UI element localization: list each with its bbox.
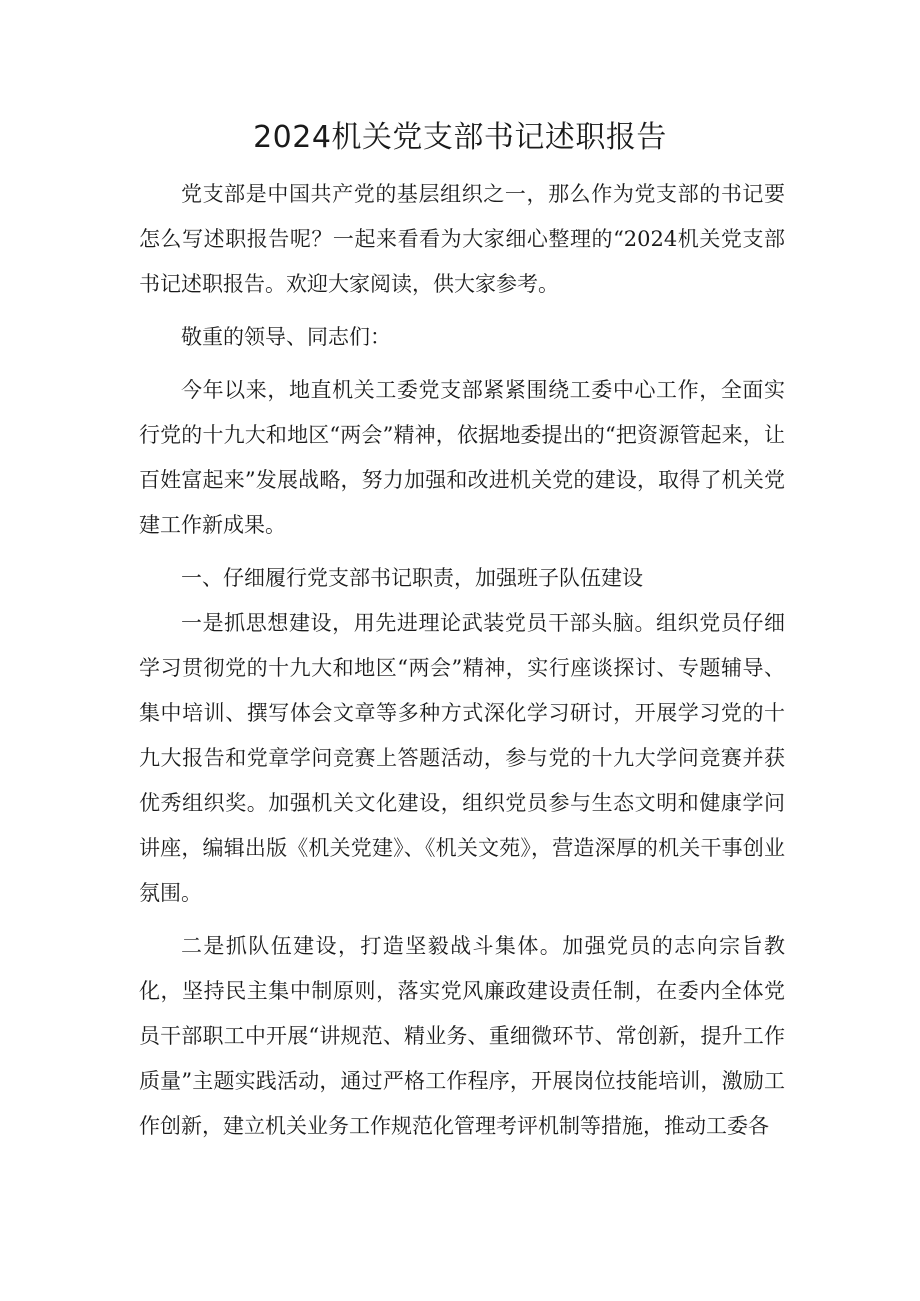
section-heading: 一、仔细履行党支部书记职责，加强班子队伍建设 xyxy=(181,566,643,590)
ideology-paragraph: 一是抓思想建设，用先进理论武装党员干部头脑。组织党员仔细学习贯彻党的十九大和地区“两会”精神，实行座谈探讨、专题辅导、集中培训、撰写体会文章等多种方式深化学习研讨，开展学习党的十九大报告和党章学问竞赛上答题活动，参与党的十九大学问竞赛并获优秀组织奖。加强机关文化建设，组织党员参与生态文明和健康学问讲座，编辑出版《机关党建》、《机关文苑》，营造深厚的机关干事创业氛围。 xyxy=(139,611,785,905)
document-title: 2024机关党支部书记述职报告 xyxy=(253,120,667,155)
document-body xyxy=(139,172,785,1149)
greeting-paragraph: 敬重的领导、同志们： xyxy=(181,325,391,349)
intro-paragraph: 党支部是中国共产党的基层组织之一，那么作为党支部的书记要怎么写述职报告呢？一起来看看为大家细心整理的“2024机关党支部书记述职报告。欢迎大家阅读，供大家参考。 xyxy=(139,182,785,296)
overview-paragraph: 今年以来，地直机关工委党支部紧紧围绕工委中心工作，全面实行党的十九大和地区“两会”精神，依据地委提出的“把资源管起来，让百姓富起来”发展战略，努力加强和改进机关党的建设，取得了机关党建工作新成果。 xyxy=(139,378,785,537)
team-paragraph: 二是抓队伍建设，打造坚毅战斗集体。加强党员的志向宗旨教化，坚持民主集中制原则，落实党风廉政建设责任制，在委内全体党员干部职工中开展“讲规范、精业务、重细微环节、常创新，提升工作质量”主题实践活动，通过严格工作程序，开展岗位技能培训，激励工作创新，建立机关业务工作规范化管理考评机制等措施，推动工委各 xyxy=(139,934,785,1138)
